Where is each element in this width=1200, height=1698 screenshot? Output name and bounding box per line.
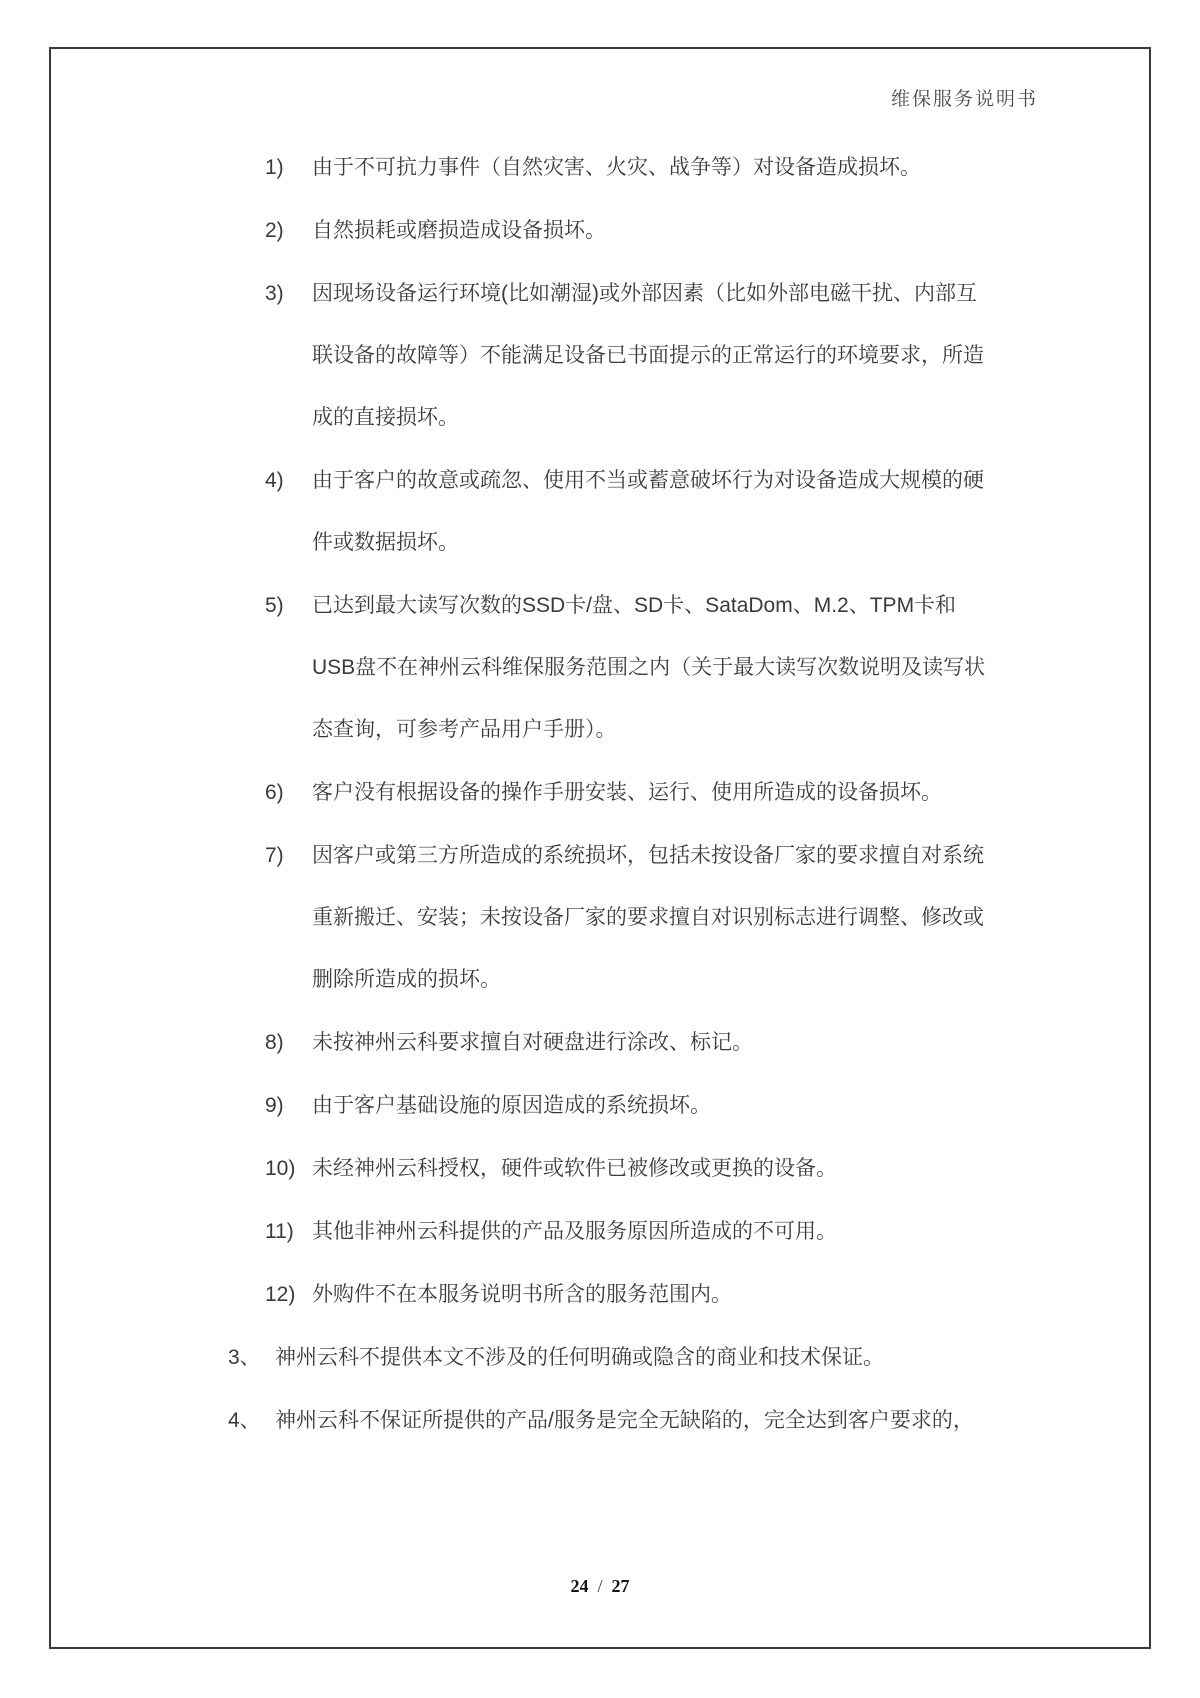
list-item-line: 态查询，可参考产品用户手册）。 bbox=[312, 718, 617, 741]
list-item-text bbox=[312, 575, 1008, 761]
list-item bbox=[228, 1327, 1008, 1389]
list-item-text bbox=[312, 825, 1008, 1011]
page-footer bbox=[0, 1576, 1200, 1597]
list-item-line: 联设备的故障等）不能满足设备已书面提示的正常运行的环境要求，所造 bbox=[312, 344, 984, 367]
list-item bbox=[265, 200, 1008, 262]
list-item bbox=[265, 1264, 1008, 1326]
list-item-line: 已达到最大读写次数的SSD卡/盘、SD卡、SataDom、M.2、TPM卡和 bbox=[312, 594, 957, 617]
list-item-number: 3) bbox=[265, 282, 284, 305]
list-item-text bbox=[312, 200, 1008, 262]
list-item-text bbox=[312, 450, 1008, 574]
list-item-line: USB盘不在神州云科维保服务范围之内（关于最大读写次数说明及读写状 bbox=[312, 656, 986, 679]
list-item-line: 由于不可抗力事件（自然灾害、火灾、战争等）对设备造成损坏。 bbox=[312, 156, 921, 179]
list-item-line: 未经神州云科授权，硬件或软件已被修改或更换的设备。 bbox=[312, 1157, 837, 1180]
list-item-line: 其他非神州云科提供的产品及服务原因所造成的不可用。 bbox=[312, 1220, 837, 1243]
page-number-total: 27 bbox=[611, 1576, 630, 1596]
page-number-current: 24 bbox=[570, 1576, 589, 1596]
list-item-number: 12) bbox=[265, 1283, 296, 1306]
document-content bbox=[228, 137, 1008, 1453]
list-item bbox=[228, 1390, 1008, 1452]
list-item-number: 1) bbox=[265, 156, 284, 179]
list-item-line: 客户没有根据设备的操作手册安装、运行、使用所造成的设备损坏。 bbox=[312, 781, 942, 804]
list-item-number: 8) bbox=[265, 1031, 284, 1054]
list-item-number: 3、 bbox=[228, 1346, 261, 1369]
list-item bbox=[265, 1201, 1008, 1263]
page-number-separator: / bbox=[597, 1576, 603, 1596]
list-item-number: 7) bbox=[265, 844, 284, 867]
list-item-number: 11) bbox=[265, 1220, 294, 1243]
list-item-number: 4) bbox=[265, 469, 284, 492]
list-item bbox=[265, 1012, 1008, 1074]
list-item bbox=[265, 1075, 1008, 1137]
list-item-text bbox=[312, 263, 1008, 449]
list-item-number: 9) bbox=[265, 1094, 284, 1117]
list-item-text bbox=[312, 137, 1008, 199]
list-item bbox=[265, 825, 1008, 1011]
list-item bbox=[265, 137, 1008, 199]
list-item-number: 6) bbox=[265, 781, 284, 804]
list-item-text bbox=[312, 1012, 1008, 1074]
exclusion-sublist bbox=[265, 137, 1008, 1326]
list-item bbox=[265, 263, 1008, 449]
list-item-line: 神州云科不提供本文不涉及的任何明确或隐含的商业和技术保证。 bbox=[275, 1346, 884, 1369]
list-item-line: 神州云科不保证所提供的产品/服务是完全无缺陷的，完全达到客户要求的， bbox=[275, 1409, 974, 1432]
list-item-text bbox=[312, 1075, 1008, 1137]
list-item bbox=[265, 1138, 1008, 1200]
list-item-line: 重新搬迁、安装；未按设备厂家的要求擅自对识别标志进行调整、修改或 bbox=[312, 906, 984, 929]
list-item-line: 自然损耗或磨损造成设备损坏。 bbox=[312, 219, 606, 242]
list-item-text bbox=[312, 1138, 1008, 1200]
list-item-line: 因客户或第三方所造成的系统损坏，包括未按设备厂家的要求擅自对系统 bbox=[312, 844, 984, 867]
list-item-line: 删除所造成的损坏。 bbox=[312, 968, 501, 991]
list-item-line: 成的直接损坏。 bbox=[312, 406, 459, 429]
list-item-line: 由于客户的故意或疏忽、使用不当或蓄意破坏行为对设备造成大规模的硬 bbox=[312, 469, 984, 492]
list-item bbox=[265, 450, 1008, 574]
top-level-list bbox=[228, 1327, 1008, 1452]
list-item-line: 未按神州云科要求擅自对硬盘进行涂改、标记。 bbox=[312, 1031, 753, 1054]
list-item-number: 4、 bbox=[228, 1409, 261, 1432]
list-item-text bbox=[275, 1390, 1008, 1452]
list-item-line: 因现场设备运行环境(比如潮湿)或外部因素（比如外部电磁干扰、内部互 bbox=[312, 282, 977, 305]
list-item bbox=[265, 575, 1008, 761]
page-header-title: 维保服务说明书 bbox=[890, 89, 1038, 110]
list-item-text bbox=[312, 1264, 1008, 1326]
list-item-line: 外购件不在本服务说明书所含的服务范围内。 bbox=[312, 1283, 732, 1306]
list-item-text bbox=[312, 762, 1008, 824]
list-item-number: 10) bbox=[265, 1157, 296, 1180]
list-item-number: 5) bbox=[265, 594, 284, 617]
list-item-text bbox=[312, 1201, 1008, 1263]
list-item-line: 由于客户基础设施的原因造成的系统损坏。 bbox=[312, 1094, 711, 1117]
list-item-text bbox=[275, 1327, 1008, 1389]
list-item bbox=[265, 762, 1008, 824]
list-item-number: 2) bbox=[265, 219, 284, 242]
list-item-line: 件或数据损坏。 bbox=[312, 531, 459, 554]
